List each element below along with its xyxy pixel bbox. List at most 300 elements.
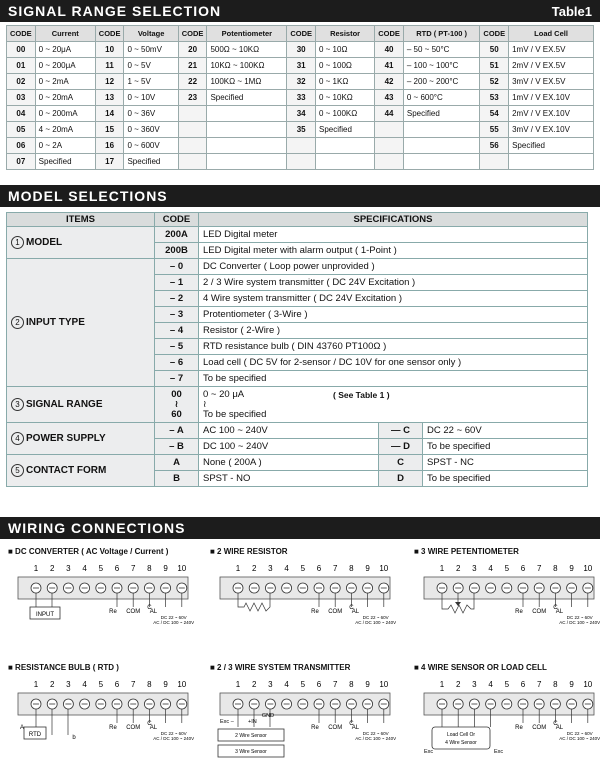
spec-top: 0 ~ 20 μA [203, 388, 245, 400]
signal-code-cell: 01 [7, 58, 36, 74]
code-cell: – A [155, 423, 199, 439]
two-wire-sensor-label: 2 Wire Sensor [235, 733, 267, 739]
rtd-label: RTD [28, 732, 42, 738]
label-re: Re [311, 609, 319, 615]
label-com: COM [126, 609, 141, 615]
label-al: AL [149, 609, 158, 615]
signal-code-cell: 16 [95, 138, 124, 154]
label-re: Re [515, 725, 523, 731]
item-label: INPUT TYPE [26, 317, 85, 328]
spec-cell: DC 22 ~ 60V [423, 423, 588, 439]
signal-value-cell: 0 ~ 10KΩ [315, 90, 374, 106]
signal-value-cell [315, 138, 374, 154]
item-input [7, 259, 155, 387]
item-contact [7, 455, 155, 487]
model-row [7, 259, 588, 275]
code-cell: B [155, 471, 199, 487]
terminal-block-svg [414, 677, 600, 763]
terminal-block-svg [414, 561, 600, 647]
signal-value-cell: 0 ~ 600V [124, 138, 178, 154]
label-re: Re [311, 725, 319, 731]
code-code_bot: 60 [171, 408, 182, 420]
terminal-number: 1 [439, 564, 445, 573]
label-c: C [349, 605, 354, 611]
signal-value-cell: 1 ~ 5V [124, 74, 178, 90]
terminal-number: 7 [130, 564, 136, 573]
signal-value-cell: 0 ~ 360V [124, 122, 178, 138]
item-label: POWER SUPPLY [26, 433, 106, 444]
signal-range-table-wrap [6, 25, 594, 170]
label-re: Re [109, 609, 117, 615]
signal-code-cell: 12 [95, 74, 124, 90]
terminal-number: 8 [553, 680, 558, 689]
wiring-diagram-title: ■ 2 / 3 WIRE SYSTEM TRANSMITTER [210, 663, 351, 672]
code-cell: – 3 [155, 307, 199, 323]
spec-cell: Protentiometer ( 3-Wire ) [199, 307, 588, 323]
code-cell: 200A [155, 227, 199, 243]
signal-row [7, 106, 594, 122]
terminal-number: 9 [569, 564, 574, 573]
terminal-number: 8 [147, 564, 152, 573]
code-cell: – 0 [155, 259, 199, 275]
col-code: CODE [155, 213, 199, 227]
item-number-badge: 3 [11, 398, 24, 411]
signal-code-cell [178, 122, 207, 138]
terminal-block-svg [210, 677, 396, 763]
terminal-number: 10 [177, 680, 187, 689]
signal-row [7, 42, 594, 58]
spec-cell: LED Digital meter with alarm output ( 1-Point ) [199, 243, 588, 259]
signal-value-cell: 0 ~ 20μA [35, 42, 95, 58]
terminal-block-svg [8, 561, 194, 647]
code-cell: – 7 [155, 371, 199, 387]
signal-value-cell: 0 ~ 200μA [35, 58, 95, 74]
signal-value-cell: Specified [315, 122, 374, 138]
wiring-diagram [210, 547, 400, 647]
spec-cell: SPST - NO [199, 471, 379, 487]
signal-code-cell: 44 [375, 106, 404, 122]
terminal-number: 1 [235, 564, 241, 573]
signal-code-cell [375, 122, 404, 138]
spec-cell [199, 387, 588, 423]
spec-top-row [203, 390, 583, 400]
terminal-number: 7 [130, 680, 136, 689]
label-exc: Exc [424, 749, 434, 755]
model-table [6, 212, 588, 487]
terminal-number: 6 [114, 564, 120, 573]
terminal-number: 8 [553, 564, 558, 573]
signal-code-cell: 15 [95, 122, 124, 138]
terminal-number: 10 [177, 564, 187, 573]
model-row [7, 455, 588, 471]
signal-row [7, 58, 594, 74]
signal-code-cell: 54 [480, 106, 509, 122]
signal-value-cell: 1mV / V EX.10V [509, 90, 594, 106]
terminal-number: 3 [66, 680, 71, 689]
signal-code-cell: 32 [287, 74, 316, 90]
spec-cell: None ( 200A ) [199, 455, 379, 471]
terminal-number: 5 [98, 564, 104, 573]
signal-code-cell: 07 [7, 154, 36, 170]
signal-value-cell: 3mV / V EX.10V [509, 122, 594, 138]
col-spec: SPECIFICATIONS [199, 213, 588, 227]
terminal-number: 1 [33, 564, 39, 573]
item-number-badge: 5 [11, 464, 24, 477]
signal-range-header [0, 0, 600, 22]
model-row [7, 227, 588, 243]
item-power [7, 423, 155, 455]
signal-value-cell: 0 ~ 2A [35, 138, 95, 154]
signal-value-cell: – 100 ~ 100°C [403, 58, 480, 74]
signal-code-cell: 43 [375, 90, 404, 106]
label-b: b [72, 735, 76, 741]
signal-value-cell [207, 138, 287, 154]
signal-code-cell: 50 [480, 42, 509, 58]
item-model [7, 227, 155, 259]
wiring-diagram-title: ■ DC CONVERTER ( AC Voltage / Current ) [8, 547, 169, 556]
load-cell-label: Load Cell Or [446, 732, 476, 738]
spec-cell: DC 100 ~ 240V [199, 439, 379, 455]
label-power: DC 22 ~ 60V [566, 615, 593, 620]
label-com: COM [328, 725, 343, 731]
spec-mid: ≀ [203, 398, 207, 410]
code-cell: – 4 [155, 323, 199, 339]
signal-value-cell: 0 ~ 1KΩ [315, 74, 374, 90]
terminal-number: 2 [49, 564, 55, 573]
signal-value-cell: 4 ~ 20mA [35, 122, 95, 138]
wiring-diagram-title: ■ 4 WIRE SENSOR OR LOAD CELL [414, 663, 547, 672]
table-label: Table1 [551, 3, 592, 19]
terminal-number: 4 [82, 564, 87, 573]
item-number-badge: 1 [11, 236, 24, 249]
label-power-ac: AC / DC 100 ~ 240V [355, 620, 396, 625]
signal-value-cell: 0 ~ 100Ω [315, 58, 374, 74]
label-com: COM [532, 609, 547, 615]
spec-cell: To be specified [423, 471, 588, 487]
signal-code-cell: 31 [287, 58, 316, 74]
signal-value-cell: 0 ~ 36V [124, 106, 178, 122]
signal-value-cell [207, 154, 287, 170]
label-power: DC 22 ~ 60V [566, 731, 593, 736]
code-cell: – 2 [155, 291, 199, 307]
signal-col-header: Voltage [124, 26, 178, 42]
spec-cell: To be specified [199, 371, 588, 387]
label-power: DC 22 ~ 60V [160, 615, 187, 620]
item-label: CONTACT FORM [26, 465, 107, 476]
signal-code-cell: 06 [7, 138, 36, 154]
label-power-ac: AC / DC 100 ~ 240V [153, 620, 194, 625]
signal-col-header: CODE [287, 26, 316, 42]
label-power: DC 22 ~ 60V [362, 731, 389, 736]
signal-range-title: SIGNAL RANGE SELECTION [8, 3, 222, 19]
signal-code-cell: 04 [7, 106, 36, 122]
signal-value-cell: Specified [403, 106, 480, 122]
spec-cell: AC 100 ~ 240V [199, 423, 379, 439]
signal-value-cell: 0 ~ 100KΩ [315, 106, 374, 122]
signal-col-header: CODE [178, 26, 207, 42]
label-exc-right: Exc [494, 749, 504, 755]
signal-value-cell: 1mV / V EX.5V [509, 42, 594, 58]
code-cell: – B [155, 439, 199, 455]
signal-col-header: Potentiometer [207, 26, 287, 42]
terminal-number: 2 [251, 680, 257, 689]
signal-col-header: CODE [480, 26, 509, 42]
terminal-number: 6 [316, 680, 322, 689]
model-selections-title: MODEL SELECTIONS [8, 188, 168, 204]
terminal-number: 10 [583, 680, 593, 689]
signal-range-table [6, 25, 594, 170]
code-cell: — D [379, 439, 423, 455]
signal-value-cell [207, 122, 287, 138]
signal-value-cell: – 50 ~ 50°C [403, 42, 480, 58]
signal-code-cell: 20 [178, 42, 207, 58]
code-cell: – 6 [155, 355, 199, 371]
signal-value-cell: 0 ~ 600°C [403, 90, 480, 106]
spec-cell: Load cell ( DC 5V for 2-sensor / DC 10V for one sensor only ) [199, 355, 588, 371]
signal-code-cell: 23 [178, 90, 207, 106]
signal-code-cell: 33 [287, 90, 316, 106]
terminal-number: 4 [284, 680, 289, 689]
signal-code-cell [375, 138, 404, 154]
label-re: Re [109, 725, 117, 731]
wiring-diagram [8, 547, 198, 647]
load-cell-label-2: 4 Wire Sensor [445, 740, 477, 746]
signal-row [7, 74, 594, 90]
label-com: COM [328, 609, 343, 615]
signal-col-header: RTD ( PT-100 ) [403, 26, 480, 42]
signal-value-cell: 0 ~ 200mA [35, 106, 95, 122]
signal-value-cell: Specified [35, 154, 95, 170]
signal-code-cell: 11 [95, 58, 124, 74]
model-row [7, 387, 588, 423]
item-number-badge: 4 [11, 432, 24, 445]
terminal-number: 4 [284, 564, 289, 573]
wiring-diagram [414, 663, 600, 763]
signal-value-cell [207, 106, 287, 122]
spec-bot: To be specified [203, 408, 267, 420]
terminal-block-svg [8, 677, 194, 763]
spec-cell: To be specified [423, 439, 588, 455]
label-c: C [553, 721, 558, 727]
terminal-number: 7 [332, 680, 338, 689]
spec-cell: RTD resistance bulb ( DIN 43760 PT100Ω ) [199, 339, 588, 355]
code-cell: C [379, 455, 423, 471]
signal-code-cell [287, 154, 316, 170]
signal-code-cell: 42 [375, 74, 404, 90]
label-gnd: GND [261, 713, 275, 719]
code-code_mid: ≀ [174, 398, 179, 410]
signal-value-cell [403, 138, 480, 154]
terminal-number: 5 [300, 564, 306, 573]
label-exc-minus: Exc – [220, 719, 234, 725]
label-com: COM [126, 725, 141, 731]
signal-code-cell [178, 106, 207, 122]
terminal-number: 9 [163, 680, 168, 689]
code-cell: – 1 [155, 275, 199, 291]
signal-value-cell: 3mV / V EX.5V [509, 74, 594, 90]
signal-value-cell: 0 ~ 10V [124, 90, 178, 106]
signal-code-cell: 22 [178, 74, 207, 90]
terminal-number: 8 [147, 680, 152, 689]
signal-code-cell: 52 [480, 74, 509, 90]
model-row [7, 423, 588, 439]
label-c: C [553, 605, 558, 611]
signal-code-cell: 17 [95, 154, 124, 170]
signal-value-cell: 0 ~ 2mA [35, 74, 95, 90]
see-table-note: ( See Table 1 ) [333, 389, 390, 400]
spec-cell: Resistor ( 2-Wire ) [199, 323, 588, 339]
signal-value-cell: 2mV / V EX.10V [509, 106, 594, 122]
spec-cell: 2 / 3 Wire system transmitter ( DC 24V Excitation ) [199, 275, 588, 291]
terminal-number: 5 [300, 680, 306, 689]
signal-value-cell [315, 154, 374, 170]
code-cell: 200B [155, 243, 199, 259]
signal-code-cell: 13 [95, 90, 124, 106]
label-plus-in: +IN [248, 719, 257, 725]
signal-code-cell: 34 [287, 106, 316, 122]
signal-value-cell: – 200 ~ 200°C [403, 74, 480, 90]
wiring-diagram [210, 663, 400, 763]
terminal-number: 3 [268, 680, 273, 689]
spec-cell: DC Converter ( Loop power unprovided ) [199, 259, 588, 275]
signal-col-header: Current [35, 26, 95, 42]
signal-col-header: CODE [95, 26, 124, 42]
item-number-badge: 2 [11, 316, 24, 329]
wiring-diagram-title: ■ 2 WIRE RESISTOR [210, 547, 288, 556]
terminal-number: 2 [49, 680, 55, 689]
code-cell: A [155, 455, 199, 471]
terminal-number: 4 [488, 680, 493, 689]
label-power-ac: AC / DC 100 ~ 240V [153, 736, 194, 741]
signal-code-cell [178, 154, 207, 170]
label-power-ac: AC / DC 100 ~ 240V [559, 736, 600, 741]
terminal-number: 6 [114, 680, 120, 689]
terminal-number: 9 [365, 564, 370, 573]
terminal-number: 6 [520, 564, 526, 573]
terminal-number: 3 [472, 564, 477, 573]
label-a: A [19, 725, 25, 731]
signal-code-cell: 14 [95, 106, 124, 122]
signal-col-header: CODE [7, 26, 36, 42]
terminal-number: 7 [536, 564, 542, 573]
label-al: AL [555, 725, 564, 731]
input-wiring [218, 709, 284, 757]
terminal-number: 2 [455, 680, 461, 689]
code-cell: – 5 [155, 339, 199, 355]
terminal-number: 9 [163, 564, 168, 573]
signal-code-cell [480, 154, 509, 170]
terminal-number: 3 [66, 564, 71, 573]
model-table-wrap [6, 212, 588, 487]
label-al: AL [149, 725, 158, 731]
wiring-diagram [414, 547, 600, 647]
signal-value-cell: Specified [124, 154, 178, 170]
label-c: C [147, 605, 152, 611]
signal-value-cell [509, 154, 594, 170]
signal-value-cell: Specified [207, 90, 287, 106]
code-cell [155, 387, 199, 423]
terminal-block-svg [210, 561, 396, 647]
terminal-number: 10 [379, 680, 389, 689]
signal-code-cell: 03 [7, 90, 36, 106]
terminal-number: 10 [379, 564, 389, 573]
item-signal [7, 387, 155, 423]
terminal-number: 6 [316, 564, 322, 573]
spec-cell: SPST - NC [423, 455, 588, 471]
label-c: C [349, 721, 354, 727]
terminal-number: 1 [33, 680, 39, 689]
terminal-number: 5 [98, 680, 104, 689]
wiring-title: WIRING CONNECTIONS [8, 520, 186, 536]
signal-value-cell: Specified [509, 138, 594, 154]
three-wire-sensor-label: 3 Wire Sensor [235, 749, 267, 755]
label-power-ac: AC / DC 100 ~ 240V [355, 736, 396, 741]
signal-code-cell: 02 [7, 74, 36, 90]
signal-code-cell: 35 [287, 122, 316, 138]
terminal-number: 7 [536, 680, 542, 689]
wiring-diagram-title: ■ RESISTANCE BULB ( RTD ) [8, 663, 119, 672]
label-power-ac: AC / DC 100 ~ 240V [559, 620, 600, 625]
input-wiring [424, 709, 503, 755]
terminal-number: 8 [349, 680, 354, 689]
label-com: COM [532, 725, 547, 731]
terminal-number: 4 [488, 564, 493, 573]
signal-row [7, 90, 594, 106]
signal-value-cell: 10KΩ ~ 100KΩ [207, 58, 287, 74]
spec-cell: LED Digital meter [199, 227, 588, 243]
col-items: ITEMS [7, 213, 155, 227]
signal-code-cell: 10 [95, 42, 124, 58]
signal-code-cell: 55 [480, 122, 509, 138]
terminal-number: 4 [82, 680, 87, 689]
wiring-header [0, 517, 600, 539]
signal-row [7, 138, 594, 154]
wiring-diagram [8, 663, 198, 763]
signal-row [7, 154, 594, 170]
terminal-number: 5 [504, 680, 510, 689]
signal-code-cell: 30 [287, 42, 316, 58]
signal-code-cell: 41 [375, 58, 404, 74]
signal-value-cell [403, 122, 480, 138]
signal-code-cell: 00 [7, 42, 36, 58]
signal-code-cell: 56 [480, 138, 509, 154]
item-label: MODEL [26, 237, 63, 248]
signal-value-cell: 0 ~ 20mA [35, 90, 95, 106]
label-al: AL [351, 725, 360, 731]
code-cell: D [379, 471, 423, 487]
signal-code-cell: 21 [178, 58, 207, 74]
signal-value-cell: 0 ~ 5V [124, 58, 178, 74]
terminal-number: 6 [520, 680, 526, 689]
signal-col-header: Resistor [315, 26, 374, 42]
code-code_top: 00 [171, 388, 182, 400]
terminal-number: 3 [472, 680, 477, 689]
terminal-number: 9 [365, 680, 370, 689]
signal-code-cell: 40 [375, 42, 404, 58]
signal-code-cell [178, 138, 207, 154]
terminal-number: 1 [439, 680, 445, 689]
signal-value-cell: 100KΩ ~ 1MΩ [207, 74, 287, 90]
signal-code-cell: 51 [480, 58, 509, 74]
terminal-number: 10 [583, 564, 593, 573]
wiring-diagram-title: ■ 3 WIRE PETENTIOMETER [414, 547, 519, 556]
terminal-number: 5 [504, 564, 510, 573]
terminal-number: 2 [251, 564, 257, 573]
model-selections-header [0, 185, 600, 207]
code-cell: — C [379, 423, 423, 439]
label-c: C [147, 721, 152, 727]
label-re: Re [515, 609, 523, 615]
